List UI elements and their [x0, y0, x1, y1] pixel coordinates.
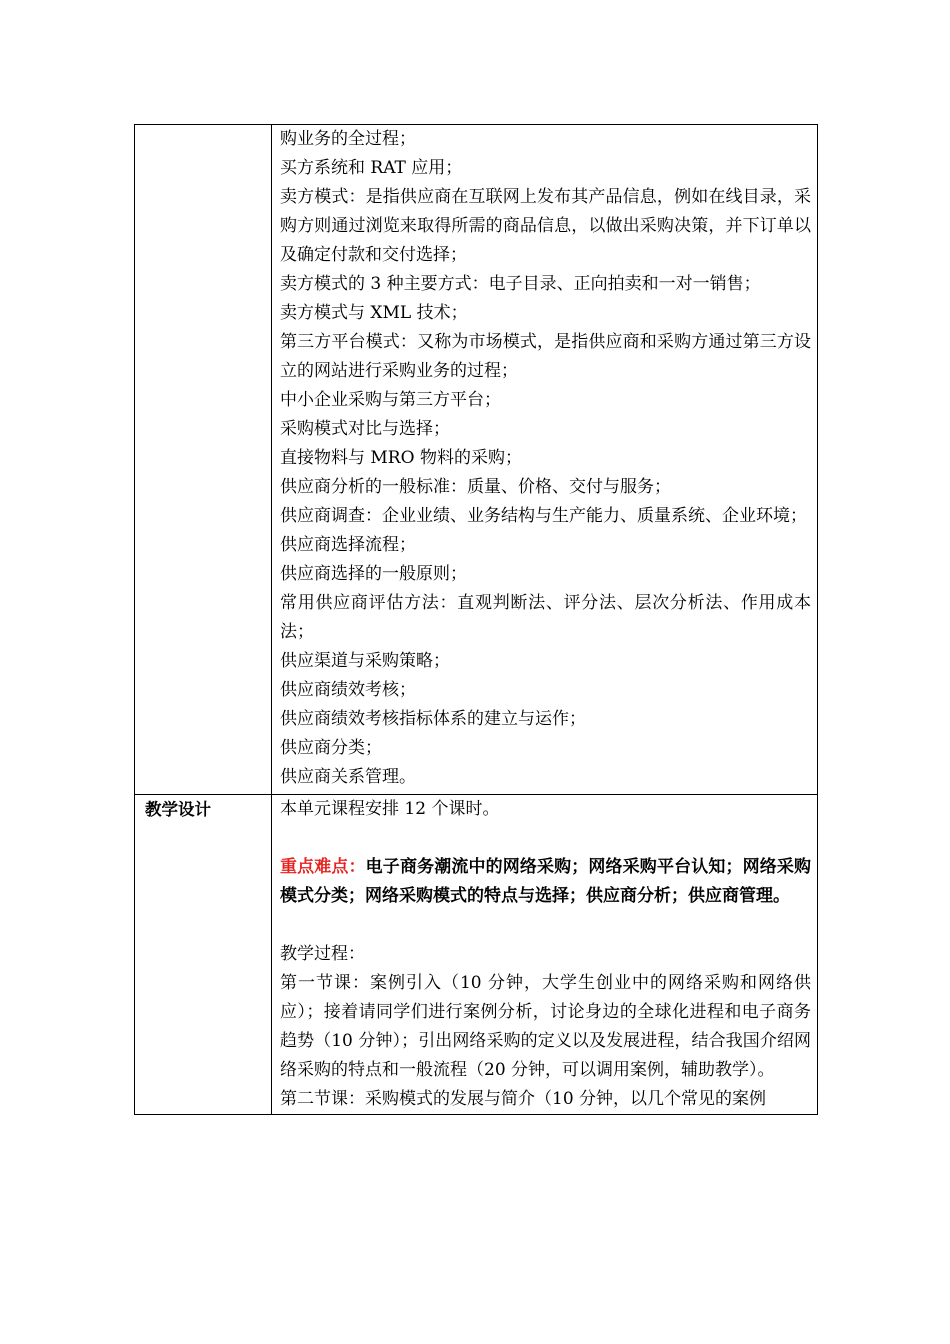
list-item: 供应商调查：企业业绩、业务结构与生产能力、质量系统、企业环境；	[280, 506, 807, 526]
list-item: 供应商分类；	[280, 738, 382, 758]
spacer	[280, 911, 811, 940]
row-label-cell	[135, 125, 272, 795]
list-item: 常用供应商评估方法：直观判断法、评分法、层次分析法、作用成本法；	[280, 593, 811, 642]
list-item: 采购模式对比与选择；	[280, 419, 450, 439]
course-table	[134, 124, 818, 1115]
key-points	[280, 853, 811, 911]
list-item: 卖方模式：是指供应商在互联网上发布其产品信息，例如在线目录，采购方则通过浏览来取得所需的商品信息，以做出采购决策，并下订单以及确定付款和交付选择；	[280, 187, 811, 265]
key-points-text: 电子商务潮流中的网络采购；网络采购平台认知；网络采购模式分类；网络采购模式的特点与选择；供应商分析；供应商管理。	[280, 857, 812, 906]
list-item: 卖方模式的 3 种主要方式：电子目录、正向拍卖和一对一销售；	[280, 274, 761, 294]
content-list	[272, 125, 817, 794]
list-item: 供应渠道与采购策略；	[280, 651, 450, 671]
teaching-design-content	[272, 795, 817, 1114]
schedule-text: 本单元课程安排 12 个课时。	[280, 799, 500, 819]
lesson-1-text: 第一节课：案例引入（10 分钟，大学生创业中的网络采购和网络供应）；接着请同学们进行案例分析，讨论身边的全球化进程和电子商务趋势（10 分钟）；引出网络采购的定义以及发展进程，结合我国介绍网络采购的特点和一般流程（20 分钟，可以调用案例，辅助教学）。	[280, 973, 811, 1080]
table-row-content	[135, 125, 818, 795]
list-item: 供应商分析的一般标准：质量、价格、交付与服务；	[280, 477, 671, 497]
list-item: 买方系统和 RAT 应用；	[280, 158, 463, 178]
list-item: 第三方平台模式：又称为市场模式，是指供应商和采购方通过第三方设立的网站进行采购业务的过程；	[280, 332, 811, 381]
list-item: 供应商选择的一般原则；	[280, 564, 467, 584]
list-item: 供应商绩效考核；	[280, 680, 416, 700]
key-points-label: 重点难点：	[280, 857, 366, 877]
list-item: 供应商选择流程；	[280, 535, 416, 555]
spacer	[280, 824, 811, 853]
list-item: 供应商关系管理。	[280, 767, 416, 787]
process-title: 教学过程：	[280, 944, 365, 964]
row-label-cell	[135, 795, 272, 1115]
row-label	[135, 125, 271, 128]
list-item: 直接物料与 MRO 物料的采购；	[280, 448, 522, 468]
table-row-teaching-design	[135, 795, 818, 1115]
teaching-design-cell	[272, 795, 818, 1115]
row-label-teaching-design: 教学设计	[145, 800, 211, 819]
lesson-2-text: 第二节课：采购模式的发展与简介（10 分钟，以几个常见的案例	[280, 1089, 767, 1109]
list-item: 购业务的全过程；	[280, 129, 416, 149]
list-item: 中小企业采购与第三方平台；	[280, 390, 501, 410]
content-cell	[272, 125, 818, 795]
list-item: 供应商绩效考核指标体系的建立与运作；	[280, 709, 586, 729]
list-item: 卖方模式与 XML 技术；	[280, 303, 468, 323]
